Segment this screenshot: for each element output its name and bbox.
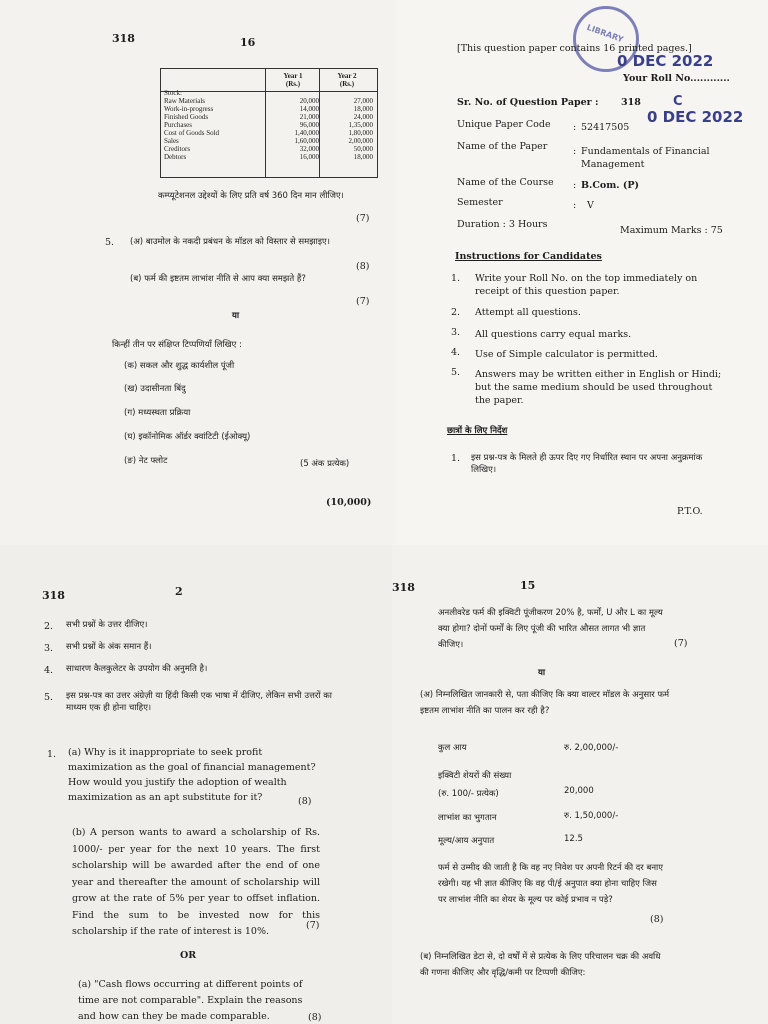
table-cell: 1,35,000: [348, 121, 373, 129]
question-5b: (ब) फर्म की इष्टतम लाभांश नीति से आप क्या समझते हैं?: [130, 274, 306, 284]
hindi-instructions-title: छात्रों के लिए निर्देश: [447, 426, 508, 436]
page-number: 2: [175, 585, 183, 598]
colon: :: [573, 146, 577, 157]
serial-value: 318: [621, 97, 641, 108]
item-number: 5.: [44, 692, 54, 703]
marks: (8): [356, 261, 370, 272]
table-cell: 1,40,000: [294, 129, 319, 137]
field-label: Unique Paper Code: [457, 119, 551, 130]
question-1-alt-a: (a) "Cash flows occurring at different points of time are not comparable". Explain the reasons and how can they be made comparable.: [78, 979, 303, 1022]
instruction-number: 2.: [451, 307, 461, 318]
item-number: 2.: [44, 621, 54, 632]
table-row-label: Finished Goods: [164, 113, 209, 121]
marks: (7): [356, 296, 370, 307]
or-separator: या: [232, 311, 240, 321]
colon: :: [573, 200, 577, 211]
or-separator: या: [538, 668, 546, 678]
colon: :: [573, 122, 577, 133]
instruction-text: Write your Roll No. on the top immediately on receipt of this question paper.: [475, 273, 698, 297]
table-cell: 24,000: [353, 113, 373, 121]
list-item: (ख) उदासीनता बिंदु: [124, 384, 186, 394]
instruction-number: 5.: [451, 367, 461, 378]
table-row-label: Purchases: [164, 121, 192, 129]
question-5a: (अ) बाउमोल के नकदी प्रबंधन के मॉडल को विस्तार से समझाइए।: [130, 237, 330, 247]
computation-note: कम्प्यूटेशनल उद्देश्यों के लिए प्रति वर्ष 360 दिन मान लीजिए।: [158, 191, 344, 201]
course-value: B.Com. (P): [581, 180, 640, 191]
table-cell: 20,000: [299, 97, 319, 105]
short-notes-heading: किन्हीं तीन पर संक्षिप्त टिप्पणियाँ लिखिए :: [112, 340, 242, 350]
table-row-label: Debtors: [164, 153, 187, 161]
paragraph: अनलीवरेड फर्म की इक्विटी पूंजीकरण 20% है, फर्मों, U और L का मूल्य क्या होगा? दोनों फर्मों के लिए पूंजी की भारित औसत लागत भी ज्ञात कीजिए।: [438, 608, 663, 650]
hindi-instruction-text: सभी प्रश्नों के उत्तर दीजिए।: [66, 620, 148, 630]
hindi-instruction-text: इस प्रश्न-पत्र का उत्तर अंग्रेज़ी या हिंदी किसी एक भाषा में दीजिए, लेकिन सभी उत्तरों का माध्यम एक ही होना चाहिए।: [66, 691, 332, 713]
instruction-number: 3.: [451, 327, 461, 338]
paper-code: 318: [392, 581, 415, 594]
or-separator: OR: [180, 950, 197, 961]
data-value: रु. 2,00,000/-: [564, 743, 619, 753]
row-labels: [164, 89, 264, 161]
inventory-table: [160, 68, 378, 178]
table-cell: 18,000: [353, 153, 373, 161]
duration: Duration : 3 Hours: [457, 219, 548, 230]
instruction-text: Attempt all questions.: [475, 307, 581, 318]
date-stamp: 0 DEC 2022: [617, 52, 714, 70]
table-cell: 96,000: [299, 121, 319, 129]
table-cell: 18,000: [353, 105, 373, 113]
table-cell: 16,000: [299, 153, 319, 161]
table-cell: 2,00,000: [348, 137, 373, 145]
data-value: रु. 1,50,000/-: [564, 811, 619, 821]
question-b: (ब) निम्नलिखित डेटा से, दो वर्षों में से प्रत्येक के लिए परिचालन चक्र की अवधि की गणना कीजिए और वृद्धि/कमी पर टिप्पणी कीजिए:: [420, 952, 661, 978]
hindi-instruction-text: सभी प्रश्नों के अंक समान हैं।: [66, 642, 152, 652]
table-row-label: Work-in-progress: [164, 105, 214, 113]
instruction-text: All questions carry equal marks.: [475, 329, 632, 340]
page-2: [0, 545, 392, 1024]
semester-value: V: [587, 200, 594, 211]
hindi-instruction-text: इस प्रश्न-पत्र के मिलते ही ऊपर दिए गए निर्धारित स्थान पर अपना अनुक्रमांक लिखिए।: [471, 453, 703, 475]
marks: (8): [650, 914, 664, 925]
colon: :: [573, 180, 577, 191]
table-row-label: Raw Materials: [164, 97, 206, 105]
table-row-label: Creditors: [164, 145, 191, 153]
instructions-title: Instructions for Candidates: [455, 251, 602, 262]
page-1: [395, 0, 768, 545]
question-1b: (b) A person wants to award a scholarship of Rs. 1000/- per year for the next 10 years. The first scholarship will be awarded after the end of one year and thereafter the amount of scholarship will grow at the rate of 5% per year to offset inflation. Find the sum to be invested now for this scholarship if the rate of interest is 10%.: [72, 827, 320, 937]
data-value: 12.5: [564, 834, 583, 844]
data-label: मूल्य/आय अनुपात: [438, 836, 495, 846]
item-number: 4.: [44, 665, 54, 676]
list-item: (ङ) नेट फ्लोट: [124, 456, 168, 466]
library-stamp-icon: LIBRARY: [573, 6, 639, 72]
marks: (7): [674, 638, 688, 649]
roll-number-label: Your Roll No............: [623, 73, 730, 84]
table-cell: 1,80,000: [348, 129, 373, 137]
item-number: 3.: [44, 643, 54, 654]
instruction-text: Answers may be written either in English or Hindi; but the same medium should be used throughout the paper.: [475, 369, 722, 406]
instruction-number: 1.: [451, 273, 461, 284]
list-item: (घ) इकॉनोमिक ऑर्डर क्वांटिटी (ईओक्यू): [124, 432, 251, 442]
header-year2: Year 2 (Rs.): [337, 72, 357, 88]
copies-count: (10,000): [326, 497, 372, 508]
header-year1: Year 1 (Rs.): [283, 72, 303, 88]
maximum-marks: Maximum Marks : 75: [620, 225, 723, 236]
table-row-label: Cost of Goods Sold: [164, 129, 220, 137]
data-label: कुल आय: [438, 743, 467, 753]
instruction-number: 4.: [451, 347, 461, 358]
page-count-note: [This question paper contains 16 printed pages.]: [457, 43, 692, 54]
table-cell: 21,000: [299, 113, 319, 121]
instruction-number: 1.: [451, 453, 461, 464]
serial-suffix: C: [673, 94, 683, 109]
marks: (8): [298, 796, 312, 807]
table-row-label: Sales: [164, 137, 179, 145]
table-cell: 14,000: [299, 105, 319, 113]
year1-values: [267, 97, 319, 161]
marks: (8): [308, 1012, 322, 1023]
paragraph: फर्म से उम्मीद की जाती है कि वह नए निवेश पर अपनी रिटर्न की दर बनाए रखेगी। यह भी ज्ञात कीजिए कि वह पी/ई अनुपात क्या होना चाहिए जिस पर लाभांश नीति का शेयर के मूल्य पर कोई प्रभाव न पड़े?: [438, 863, 663, 905]
page-number: 16: [240, 36, 256, 49]
table-row-label: Stock:: [164, 89, 182, 97]
year2-values: [321, 97, 373, 161]
page-15: [392, 545, 768, 1024]
page-16: [0, 0, 395, 545]
paper-code: 318: [112, 32, 135, 45]
field-label: Semester: [457, 197, 503, 208]
table-cell: 32,000: [299, 145, 319, 153]
marks: (7): [356, 213, 370, 224]
question-number: 1.: [47, 749, 57, 760]
question-1a: (a) Why is it inappropriate to seek profit maximization as the goal of financial management? How would you justify the adoption of wealth maximization as an apt substitute for it?: [68, 747, 316, 803]
serial-label: Sr. No. of Question Paper :: [457, 97, 599, 108]
date-stamp-2: 0 DEC 2022: [647, 108, 744, 126]
table-cell: 50,000: [353, 145, 373, 153]
field-label: Name of the Course: [457, 177, 554, 188]
hindi-instruction-text: साधारण कैलकुलेटर के उपयोग की अनुमति है।: [66, 664, 208, 674]
page-number: 15: [520, 579, 536, 592]
table-cell: 27,000: [353, 97, 373, 105]
marks: (7): [306, 920, 320, 931]
each-marks: (5 अंक प्रत्येक): [300, 459, 350, 469]
data-label: लाभांश का भुगतान: [438, 813, 497, 823]
list-item: (ग) मध्यस्थता प्रक्रिया: [124, 408, 191, 418]
paper-code-value: 52417505: [581, 122, 630, 133]
table-cell: 1,60,000: [294, 137, 319, 145]
instruction-text: Use of Simple calculator is permitted.: [475, 349, 658, 360]
question-a: (अ) निम्नलिखित जानकारी से, पता कीजिए कि क्या वाल्टर मॉडल के अनुसार फर्म इष्टतम लाभांश नीति का पालन कर रही है?: [420, 690, 670, 716]
please-turn-over: P.T.O.: [677, 506, 703, 517]
data-value: 20,000: [564, 786, 594, 796]
paper-name-value: Fundamentals of Financial Management: [581, 146, 710, 170]
field-label: Name of the Paper: [457, 141, 548, 152]
list-item: (क) सकल और शुद्ध कार्यशील पूंजी: [124, 361, 235, 371]
data-label: इक्विटी शेयरों की संख्या (रु. 100/- प्रत्येक): [438, 771, 512, 799]
question-number: 5.: [105, 237, 115, 248]
paper-code: 318: [42, 589, 65, 602]
